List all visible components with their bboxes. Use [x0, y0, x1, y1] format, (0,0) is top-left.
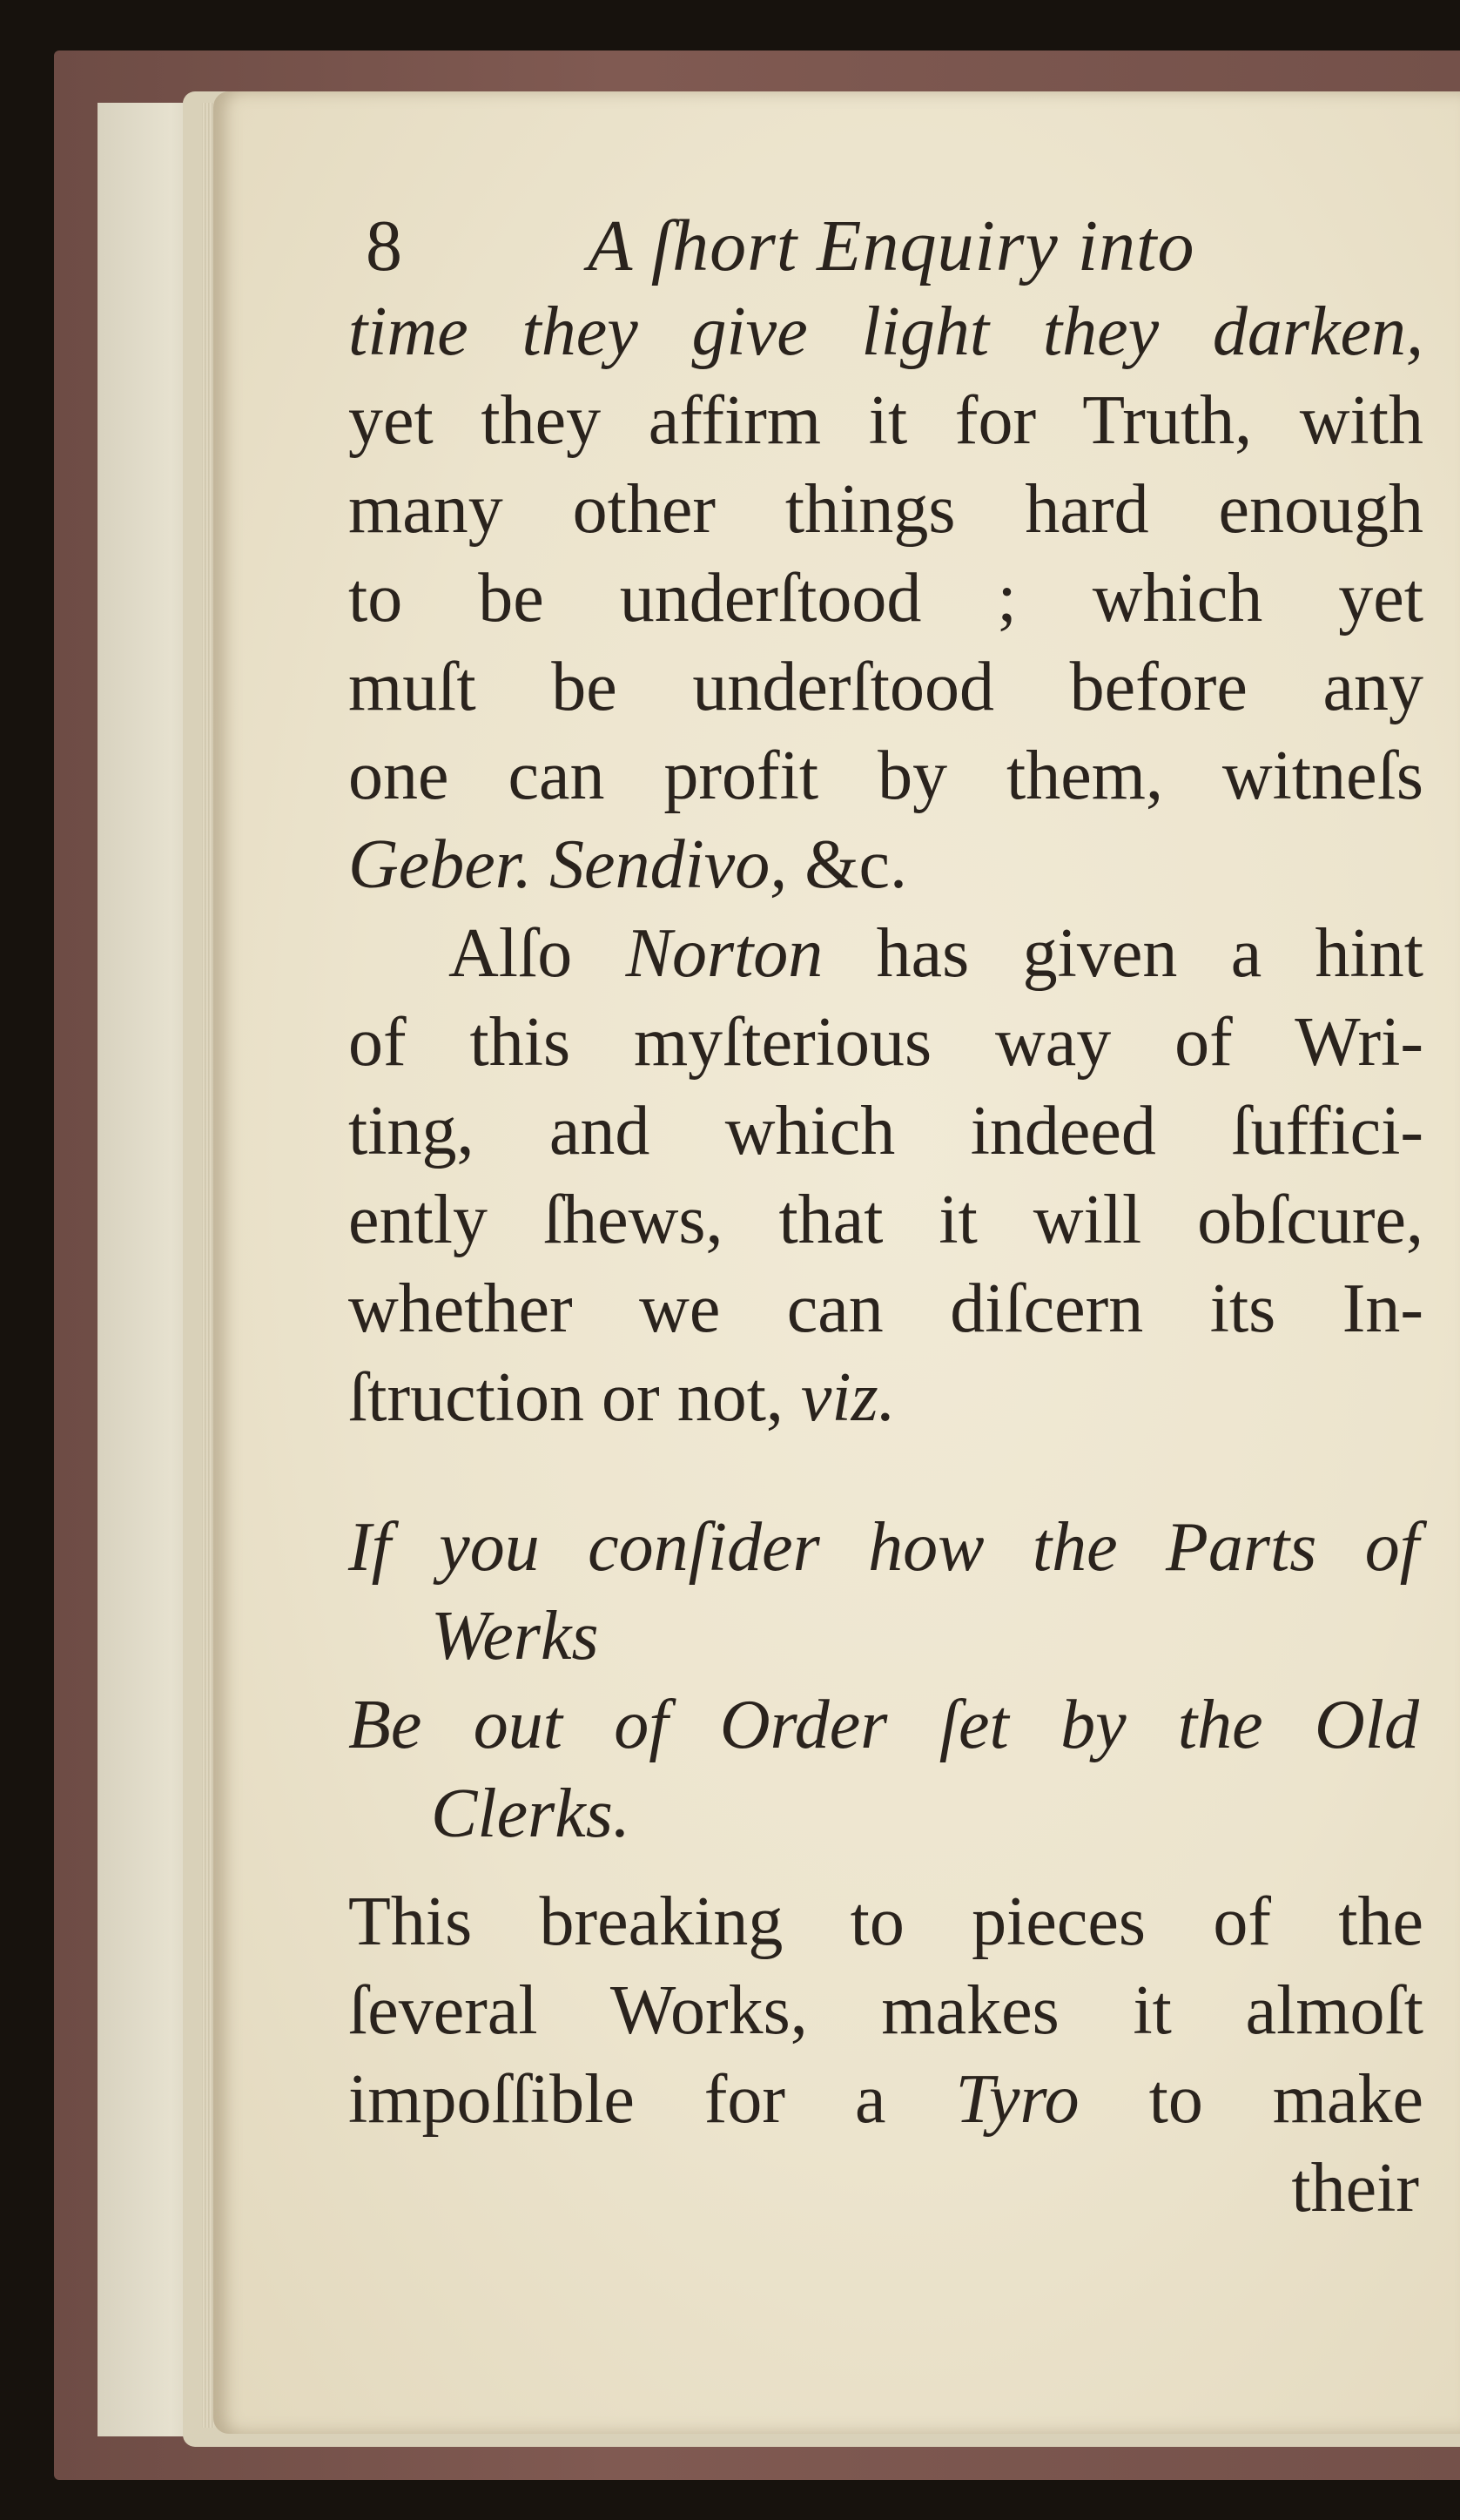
running-title: A ſhort Enquiry into [588, 206, 1195, 286]
italic-names: Geber. Sendivo, [348, 826, 788, 903]
text-line: ting, and which indeed ſuffici- [348, 1093, 1423, 1169]
text-span: ſtruction or not, [348, 1359, 801, 1436]
paragraph-2 [348, 909, 1436, 1442]
text-line [348, 1353, 1423, 1442]
text-line: one can profit by them, witneſs [348, 738, 1423, 814]
text-line: yet they affirm it for Truth, with [348, 382, 1423, 459]
paragraph-1 [348, 287, 1436, 909]
verse-line: Clerks. [431, 1775, 630, 1852]
etc-text: &c. [787, 826, 908, 903]
text-line: ſeveral Works, makes it almoſt [348, 1972, 1423, 2049]
spacer [348, 1442, 1436, 1503]
text-line: whether we can diſcern its In- [348, 1270, 1423, 1347]
running-head [348, 205, 1436, 287]
text-span: impoſſible for a [348, 2061, 956, 2138]
italic-tyro: Tyro [955, 2061, 1080, 2138]
text-span: has given a hint [823, 915, 1423, 992]
catchword: their [1291, 2150, 1419, 2227]
verse-line: Be out of Order ſet by the Old [348, 1687, 1419, 1763]
page-edges [202, 103, 214, 2428]
page-number: 8 [366, 206, 402, 286]
page-text [348, 205, 1436, 2233]
text-line: ently ſhews, that it will obſcure, [348, 1182, 1423, 1258]
text-line: many other things hard enough [348, 471, 1423, 548]
text-span: Alſo [448, 915, 626, 992]
text-line [348, 909, 1423, 998]
spacer [348, 1858, 1436, 1877]
text-line: time they give light they darken, [348, 293, 1423, 370]
text-line: of this myſterious way of Wri- [348, 1004, 1423, 1081]
verse-quotation [348, 1503, 1436, 1858]
text-line [348, 820, 1423, 909]
text-line: This breaking to pieces of the [348, 1883, 1423, 1960]
text-line: muſt be underſtood before any [348, 649, 1423, 725]
paragraph-3 [348, 1877, 1436, 2144]
text-line: to be underſtood ; which yet [348, 560, 1423, 637]
verse-line: Werks [431, 1598, 599, 1674]
text-span: to make [1079, 2061, 1424, 2138]
text-line [348, 2055, 1423, 2144]
italic-name: Norton [625, 915, 824, 992]
verse-line: If you conſider how the Parts of [348, 1509, 1419, 1586]
italic-viz: viz. [800, 1359, 896, 1436]
